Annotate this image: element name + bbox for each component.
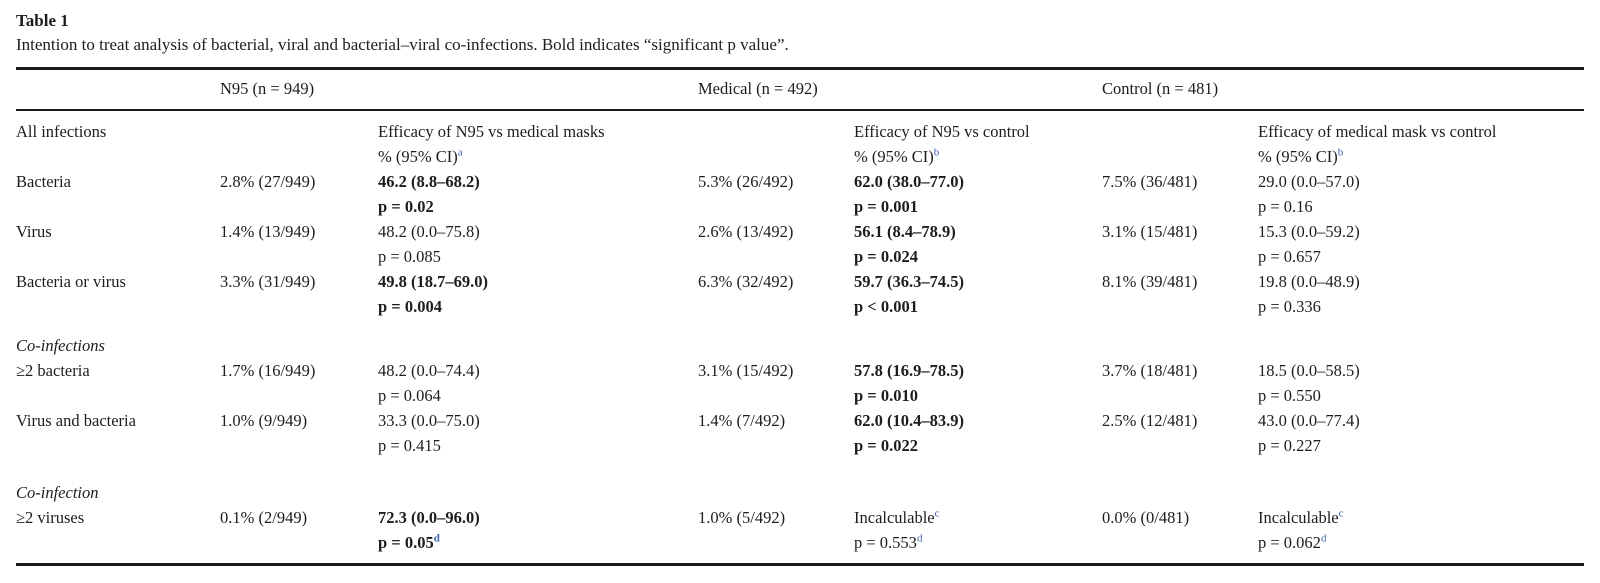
subheader-row — [16, 119, 1584, 169]
row-label: Bacteria — [16, 172, 71, 191]
efficacy-value: 48.2 (0.0–75.8) — [378, 222, 480, 241]
efficacy-cell — [1258, 169, 1584, 219]
p-value: p = 0.010 — [854, 386, 918, 405]
percent-cell: 2.8% (27/949) — [220, 172, 316, 191]
efficacy-value: 29.0 (0.0–57.0) — [1258, 172, 1360, 191]
footnote-marker: b — [1337, 146, 1344, 159]
efficacy-value: 15.3 (0.0–59.2) — [1258, 222, 1360, 241]
column-group-header-row — [16, 70, 1584, 109]
row-label: Virus — [16, 222, 52, 241]
percent-cell: 5.3% (26/492) — [698, 172, 794, 191]
percent-cell: 3.1% (15/481) — [1102, 222, 1198, 241]
percent-cell: 3.3% (31/949) — [220, 272, 316, 291]
p-value: p = 0.004 — [378, 297, 442, 316]
row-label: Virus and bacteria — [16, 411, 136, 430]
percent-cell: 2.6% (13/492) — [698, 222, 794, 241]
percent-cell: 1.4% (13/949) — [220, 222, 316, 241]
p-value: p = 0.022 — [854, 436, 918, 455]
bottom-rule — [16, 563, 1584, 566]
efficacy-header-line2: % (95% CI)$^b$ — [854, 146, 940, 166]
percent-cell: 1.4% (7/492) — [698, 411, 786, 430]
footnote-marker: a — [457, 146, 463, 159]
p-value: p = 0.16 — [1258, 197, 1313, 216]
table-row-ge2-bacteria — [16, 358, 1584, 408]
efficacy-cell — [378, 169, 698, 219]
efficacy-cell — [854, 269, 1102, 319]
table-title: Table 1 — [16, 11, 69, 30]
row-label: Bacteria or virus — [16, 272, 126, 291]
row-label: ≥2 bacteria — [16, 361, 90, 380]
efficacy-header-line1: Efficacy of medical mask vs control — [1258, 122, 1497, 141]
table-row-virus — [16, 219, 1584, 269]
p-value: p = 0.553$^d$ — [854, 532, 923, 552]
section-label-all-infections: All infections — [16, 122, 107, 141]
footnote-marker: d — [916, 532, 923, 545]
column-header-control: Control (n = 481) — [1102, 79, 1219, 98]
efficacy-value: 46.2 (8.8–68.2) — [378, 172, 480, 191]
column-header-medical: Medical (n = 492) — [698, 79, 818, 98]
efficacy-cell — [854, 219, 1102, 269]
percent-cell: 0.0% (0/481) — [1102, 508, 1190, 527]
efficacy-value: 72.3 (0.0–96.0) — [378, 508, 480, 527]
p-value: p = 0.024 — [854, 247, 918, 266]
efficacy-cell — [378, 269, 698, 319]
section-label-row — [16, 480, 1584, 505]
efficacy-value: Incalculable$^c$ — [854, 507, 940, 527]
efficacy-cell — [854, 408, 1102, 458]
p-value: p = 0.550 — [1258, 386, 1321, 405]
footnote-marker: d — [433, 532, 440, 545]
p-value: p = 0.05$^d$ — [378, 532, 440, 552]
percent-cell: 0.1% (2/949) — [220, 508, 308, 527]
efficacy-value: 18.5 (0.0–58.5) — [1258, 361, 1360, 380]
footnote-marker: c — [1338, 507, 1344, 520]
efficacy-value: 43.0 (0.0–77.4) — [1258, 411, 1360, 430]
efficacy-value: 19.8 (0.0–48.9) — [1258, 272, 1360, 291]
p-value: p = 0.415 — [378, 436, 441, 455]
efficacy-cell — [1258, 408, 1584, 458]
efficacy-cell — [1258, 269, 1584, 319]
percent-cell: 2.5% (12/481) — [1102, 411, 1198, 430]
p-value: p = 0.02 — [378, 197, 434, 216]
efficacy-value: 59.7 (36.3–74.5) — [854, 272, 964, 291]
efficacy-header-line1: Efficacy of N95 vs medical masks — [378, 122, 605, 141]
p-value: p = 0.062$^d$ — [1258, 532, 1327, 552]
percent-cell: 8.1% (39/481) — [1102, 272, 1198, 291]
percent-cell: 3.1% (15/492) — [698, 361, 794, 380]
table-row-bacteria-or-virus — [16, 269, 1584, 319]
percent-cell: 7.5% (36/481) — [1102, 172, 1198, 191]
efficacy-cell — [1258, 505, 1584, 555]
table-row-virus-and-bacteria — [16, 408, 1584, 458]
column-header-n95: N95 (n = 949) — [220, 79, 315, 98]
efficacy-value: 56.1 (8.4–78.9) — [854, 222, 956, 241]
efficacy-cell — [378, 358, 698, 408]
table-row-bacteria — [16, 169, 1584, 219]
percent-cell: 3.7% (18/481) — [1102, 361, 1198, 380]
efficacy-header-n95-vs-control — [854, 119, 1102, 169]
percent-cell: 6.3% (32/492) — [698, 272, 794, 291]
efficacy-value: 57.8 (16.9–78.5) — [854, 361, 964, 380]
efficacy-cell — [1258, 358, 1584, 408]
efficacy-value: 62.0 (10.4–83.9) — [854, 411, 964, 430]
p-value: p = 0.064 — [378, 386, 441, 405]
efficacy-cell — [378, 505, 698, 555]
p-value: p = 0.657 — [1258, 247, 1321, 266]
p-value: p = 0.336 — [1258, 297, 1321, 316]
efficacy-header-n95-vs-medical — [378, 119, 698, 169]
table-body — [16, 111, 1584, 555]
efficacy-cell — [1258, 219, 1584, 269]
p-value: p = 0.227 — [1258, 436, 1321, 455]
efficacy-header-line1: Efficacy of N95 vs control — [854, 122, 1030, 141]
section-label-row — [16, 333, 1584, 358]
table-caption: Intention to treat analysis of bacterial, viral and bacterial–viral co-infections. Bold indicates “significant p value”. — [16, 35, 789, 54]
efficacy-header-medical-vs-control — [1258, 119, 1584, 169]
efficacy-cell — [378, 219, 698, 269]
efficacy-value: Incalculable$^c$ — [1258, 507, 1344, 527]
efficacy-header-line2: % (95% CI)$^a$ — [378, 146, 463, 166]
section-label-co-infections: Co-infections — [16, 336, 105, 355]
efficacy-value: 49.8 (18.7–69.0) — [378, 272, 488, 291]
efficacy-cell — [854, 358, 1102, 408]
efficacy-cell — [378, 408, 698, 458]
p-value: p = 0.001 — [854, 197, 918, 216]
efficacy-header-line2: % (95% CI)$^b$ — [1258, 146, 1344, 166]
table-row-ge2-viruses — [16, 505, 1584, 555]
efficacy-cell — [854, 505, 1102, 555]
percent-cell: 1.0% (5/492) — [698, 508, 786, 527]
percent-cell: 1.0% (9/949) — [220, 411, 308, 430]
efficacy-value: 48.2 (0.0–74.4) — [378, 361, 480, 380]
footnote-marker: d — [1320, 532, 1327, 545]
p-value: p = 0.085 — [378, 247, 441, 266]
section-label-co-infection: Co-infection — [16, 483, 99, 502]
footnote-marker: c — [934, 507, 940, 520]
footnote-marker: b — [933, 146, 940, 159]
row-label: ≥2 viruses — [16, 508, 85, 527]
p-value: p < 0.001 — [854, 297, 918, 316]
efficacy-cell — [854, 169, 1102, 219]
efficacy-value: 33.3 (0.0–75.0) — [378, 411, 480, 430]
percent-cell: 1.7% (16/949) — [220, 361, 316, 380]
efficacy-value: 62.0 (38.0–77.0) — [854, 172, 964, 191]
